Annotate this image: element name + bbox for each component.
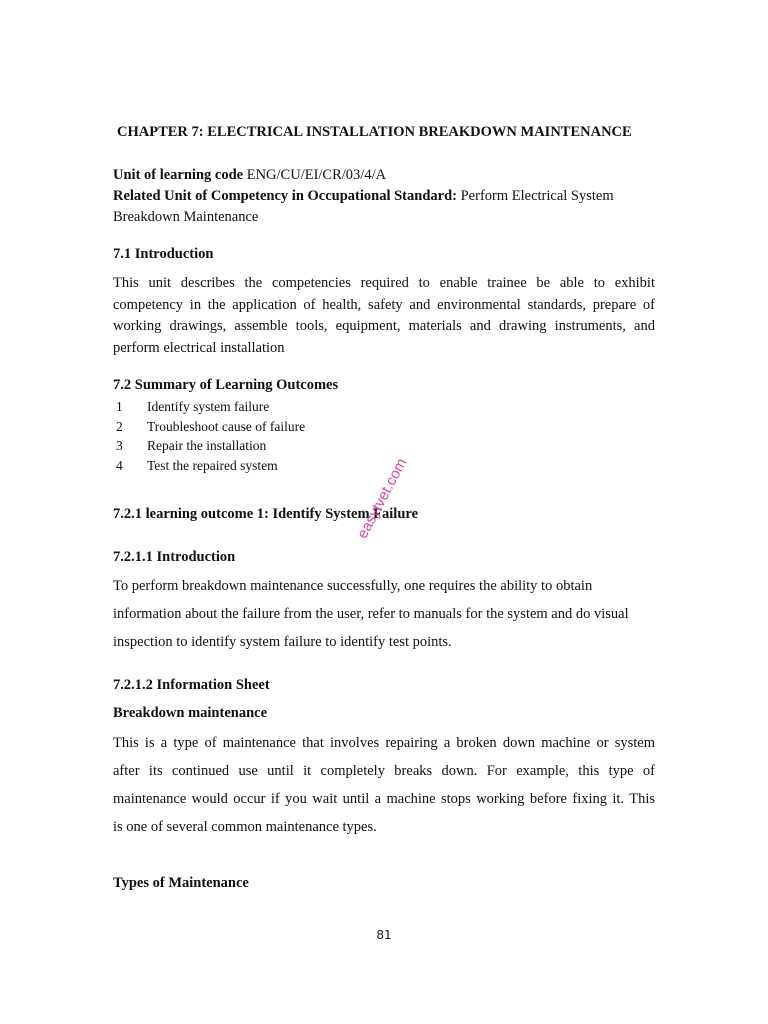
outcome1-intro-line: inspection to identify system failure to identify test points. — [113, 634, 452, 650]
watermark: easytvet.com — [353, 455, 411, 542]
learning-outcomes-list — [113, 397, 305, 475]
outcome-number: 3 — [116, 438, 123, 453]
summary-heading: 7.2 Summary of Learning Outcomes — [113, 377, 339, 393]
list-item — [113, 417, 305, 437]
page-number: 81 — [376, 928, 392, 942]
list-item — [113, 456, 305, 476]
breakdown-paragraph-line: is one of several common maintenance types. — [113, 819, 377, 835]
unit-code-line — [113, 167, 386, 184]
outcome-text: Repair the installation — [147, 438, 267, 453]
unit-code-value: ENG/CU/EI/CR/03/4/A — [243, 167, 387, 183]
outcome-text: Troubleshoot cause of failure — [147, 418, 306, 434]
outcome-number: 2 — [116, 418, 123, 434]
breakdown-paragraph-line: maintenance would occur if you wait until a machine stops working before fixing it. This — [113, 791, 655, 807]
list-item — [113, 397, 305, 417]
unit-code-label: Unit of learning code — [113, 167, 244, 183]
introduction-paragraph-line: This unit describes the competencies required to enable trainee be able to exhibit — [113, 275, 655, 291]
related-unit-value: Perform Electrical System — [456, 188, 614, 204]
list-item — [113, 436, 305, 456]
outcome-number: 1 — [116, 399, 123, 414]
related-unit-line — [113, 188, 614, 205]
introduction-heading: 7.1 Introduction — [113, 246, 214, 262]
breakdown-paragraph-line: This is a type of maintenance that involves repairing a broken down machine or system — [113, 735, 655, 751]
breakdown-paragraph-line: after its continued use until it completely breaks down. For example, this type of — [113, 763, 655, 779]
outcome-number: 4 — [116, 457, 123, 473]
outcome1-intro-line: information about the failure from the user, refer to manuals for the system and do visual — [113, 606, 629, 622]
outcome1-intro-heading: 7.2.1.1 Introduction — [113, 549, 236, 565]
outcome1-intro-line: To perform breakdown maintenance successfully, one requires the ability to obtain — [113, 578, 593, 594]
related-unit-value-continued: Breakdown Maintenance — [113, 209, 259, 225]
outcome1-heading: 7.2.1 learning outcome 1: Identify System Failure — [113, 506, 419, 522]
introduction-paragraph-line: perform electrical installation — [113, 340, 285, 356]
introduction-paragraph-line: working drawings, assemble tools, equipment, materials and drawing instruments, and — [113, 318, 655, 334]
breakdown-maintenance-heading: Breakdown maintenance — [113, 705, 268, 721]
related-unit-label: Related Unit of Competency in Occupational Standard: — [113, 188, 457, 204]
introduction-paragraph-line: competency in the application of health, safety and environmental standards, prepare of — [113, 297, 655, 313]
information-sheet-heading: 7.2.1.2 Information Sheet — [113, 677, 270, 693]
chapter-title: CHAPTER 7: ELECTRICAL INSTALLATION BREAKDOWN MAINTENANCE — [117, 124, 632, 140]
outcome-text: Identify system failure — [147, 399, 270, 414]
outcome-text: Test the repaired system — [147, 457, 278, 473]
types-of-maintenance-heading: Types of Maintenance — [113, 875, 249, 891]
